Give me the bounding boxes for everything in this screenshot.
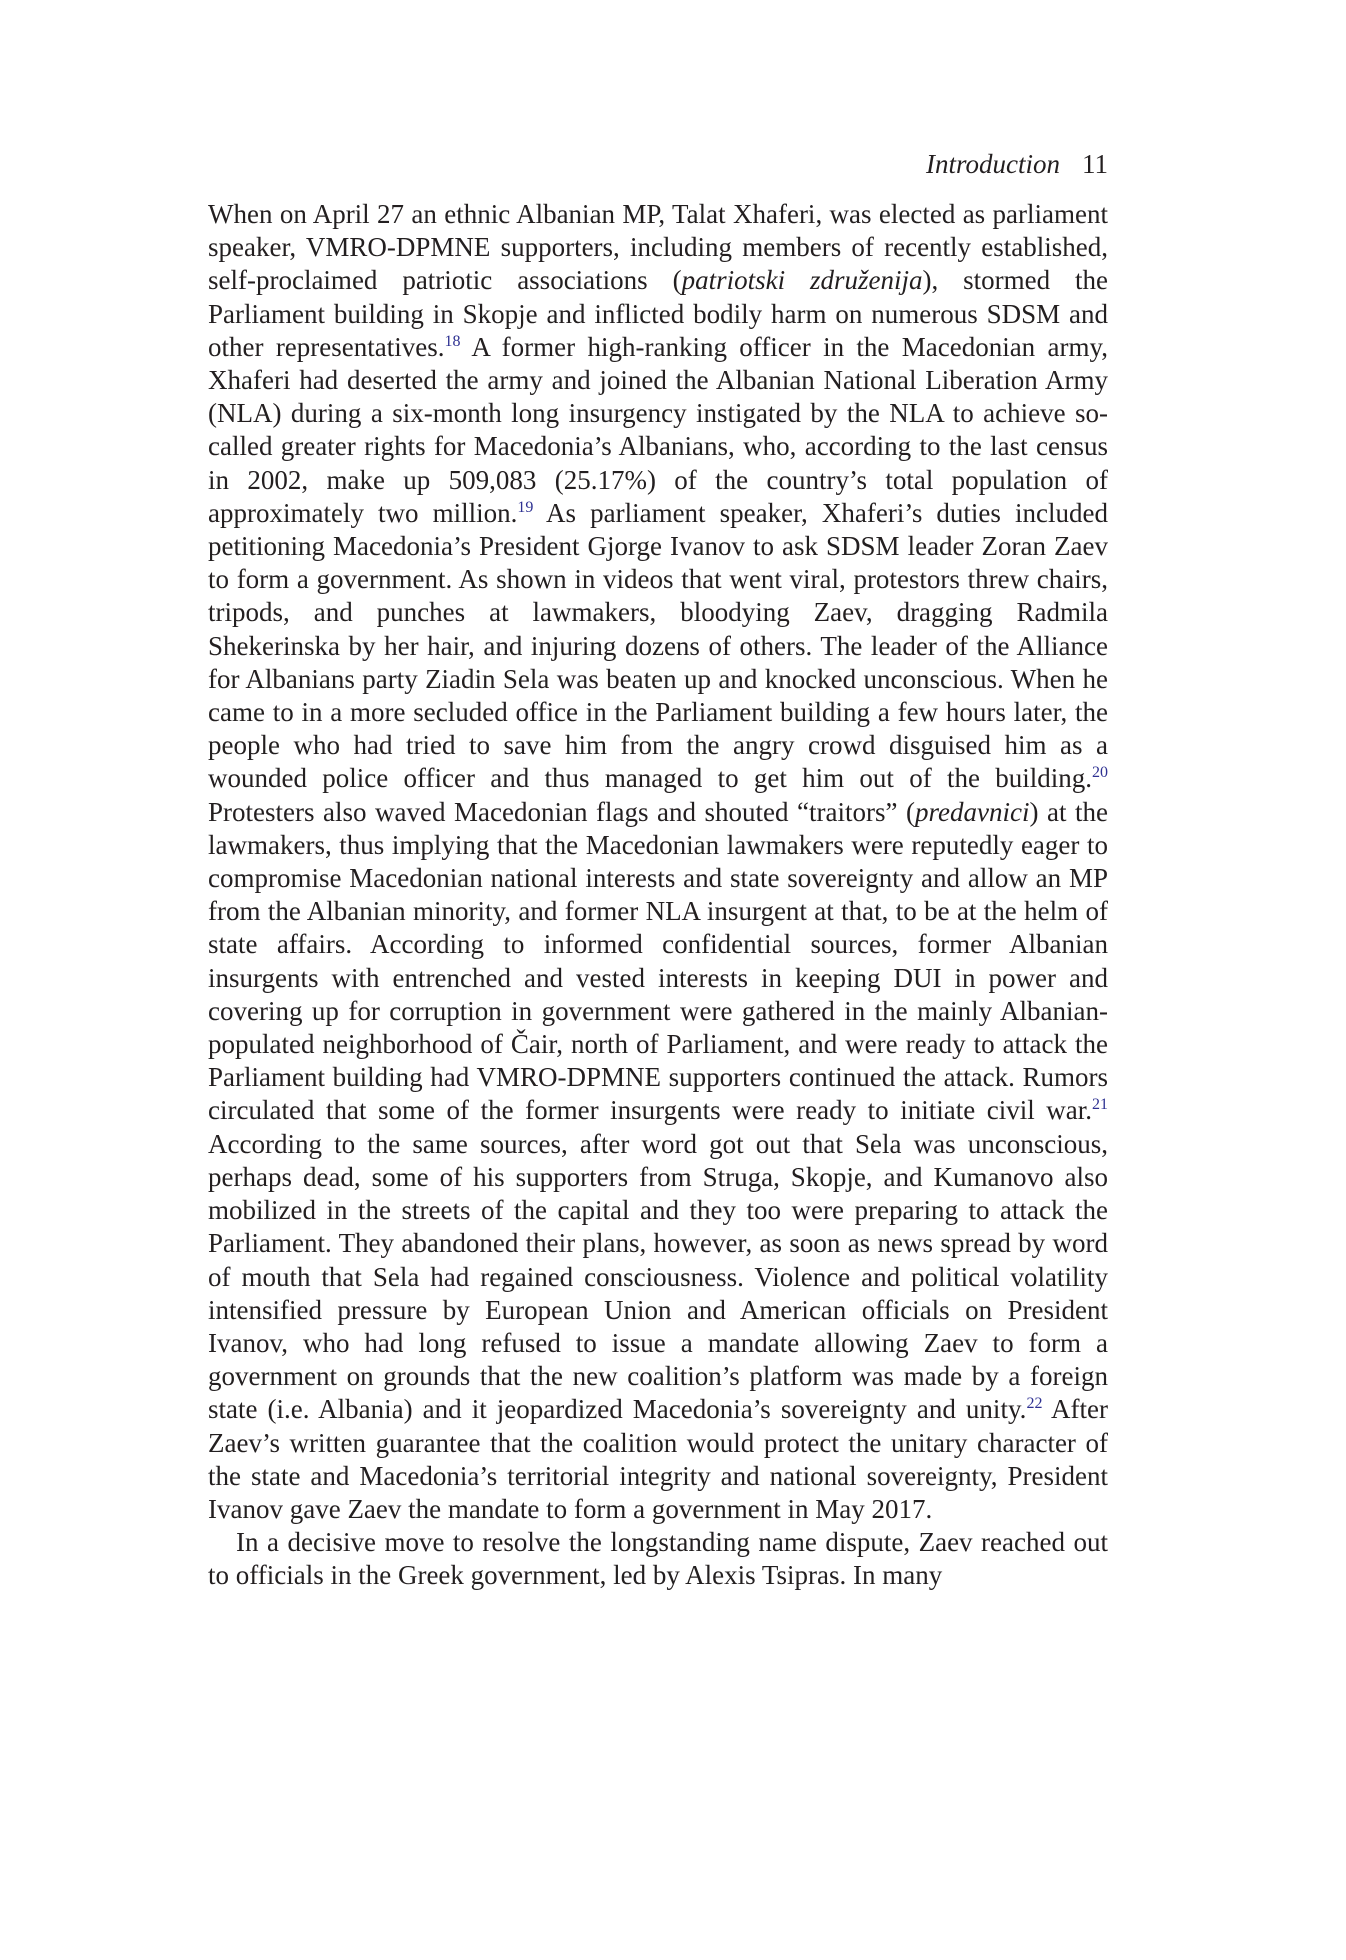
paragraph-1-text: After Zaev’s written guarantee that the coalition would protect the unitary character of the state and Macedonia’s territorial integrity and national sovereignty, President Ivanov gave Zaev the mandate to form a government in May 2017. <box>208 1394 1108 1524</box>
italic-term-traitors: predavnici <box>915 796 1030 827</box>
paragraph-2: In a decisive move to resolve the longstanding name dispute, Zaev reached out to officials in the Greek government, led by Alexis Tsipras. In many <box>208 1527 1108 1591</box>
footnote-ref-20[interactable]: 20 <box>1092 764 1108 782</box>
paragraph-1-text: When on April 27 an ethnic Albanian MP, Talat Xhaferi, was elected as parliament speaker, VMRO-DPMNE supporters, including members of recently established, self-proclaimed patriotic associations ( <box>208 199 1108 296</box>
running-head-title: Introduction <box>926 149 1060 179</box>
paragraph-1-text: As parliament speaker, Xhaferi’s duties included petitioning Macedonia’s President Gjorge Ivanov to ask SDSM leader Zoran Zaev to form a government. As shown in videos that went viral, protestors threw chairs, tripods, and punches at lawmakers, bloodying Zaev, dragging Radmila Shekerinska by her hair, and injuring dozens of others. The leader of the Alliance for Albanians party Ziadin Sela was beaten up and knocked unconscious. When he came to in a more secluded office in the Parliament building a few hours later, the people who had tried to save him from the angry crowd disguised him as a wounded police officer and thus managed to get him out of the building. <box>208 497 1108 794</box>
italic-term-patriotic-associations: patriotski združenija <box>681 265 923 296</box>
paragraph-1-text: ) at the lawmakers, thus implying that the Macedonian lawmakers were reputedly eager to compromise Macedonian national interests and state sovereignty and allow an MP from the Albanian minority, and former NLA insurgent at that, to be at the helm of state affairs. According to informed confidential sources, former Albanian insurgents with entrenched and vested interests in keeping DUI in power and covering up for corruption in government were gathered in the mainly Albanian-populated neighborhood of Čair, north of Parliament, and were ready to attack the Parliament building had VMRO-DPMNE supporters continued the attack. Rumors circulated that some of the former insurgents were ready to initiate civil war. <box>208 796 1108 1126</box>
paragraph-1-text: According to the same sources, after word got out that Sela was unconscious, perhaps dead, some of his supporters from Struga, Skopje, and Kumanovo also mobilized in the streets of the capital and they too were preparing to attack the Parliament. They abandoned their plans, however, as soon as news spread by word of mouth that Sela had regained consciousness. Violence and political volatility intensified pressure by European Union and American officials on President Ivanov, who had long refused to issue a mandate allowing Zaev to form a government on grounds that the new coalition’s platform was made by a foreign state (i.e. Albania) and it jeopardized Macedonia’s sovereignty and unity. <box>208 1128 1108 1425</box>
running-head <box>926 146 1108 182</box>
paragraph-1-text: A former high-ranking officer in the Macedonian army, Xhaferi had deserted the army and joined the Albanian National Liberation Army (NLA) during a six-month long insurgency instigated by the NLA to achieve so-called greater rights for Macedonia’s Albanians, who, according to the last census in 2002, make up 509,083 (25.17%) of the country’s total population of approximately two million. <box>208 331 1108 528</box>
footnote-ref-18[interactable]: 18 <box>444 332 461 350</box>
paragraph-1 <box>208 198 1108 1526</box>
footnote-ref-19[interactable]: 19 <box>517 498 534 516</box>
footnote-ref-21[interactable]: 21 <box>1092 1096 1108 1114</box>
footnote-ref-22[interactable]: 22 <box>1026 1395 1043 1413</box>
paragraph-1-text: Protesters also waved Macedonian flags and shouted “traitors” ( <box>208 796 915 827</box>
paragraph-1-text: ), stormed the Parliament building in Skopje and inflicted bodily harm on numerous SDSM and other representatives. <box>208 265 1108 362</box>
page-number: 11 <box>1082 149 1108 179</box>
body-text <box>208 198 1108 1593</box>
